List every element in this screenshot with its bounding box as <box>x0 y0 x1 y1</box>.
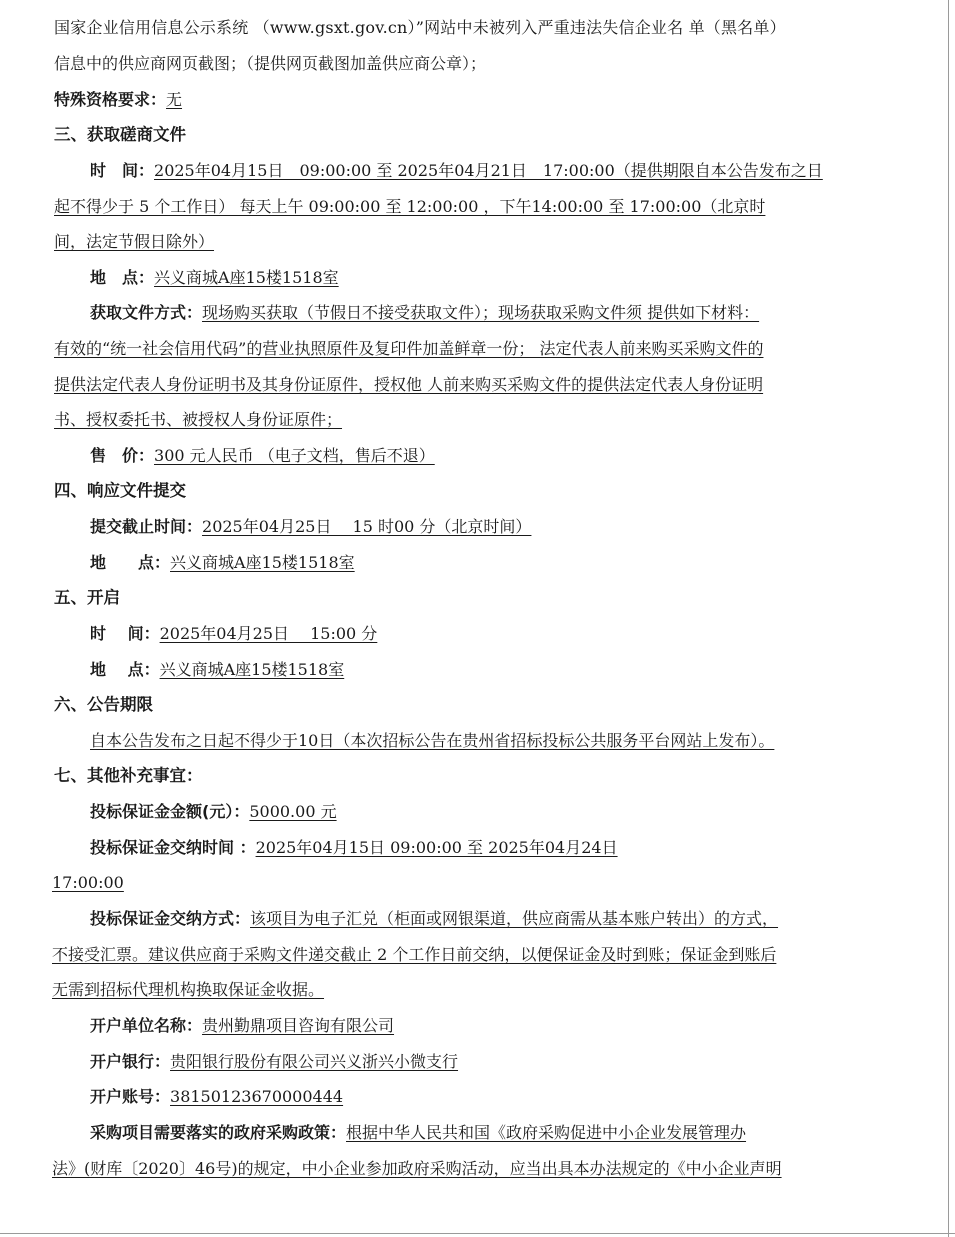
s7-deposit-amount <box>90 801 885 823</box>
s4-deadline-value: 2025年04月25日 15 时00 分（北京时间） <box>202 517 532 536</box>
s4-deadline-label: 提交截止时间： <box>90 517 203 536</box>
section-7-heading: 七、其他补充事宜： <box>54 766 203 785</box>
s3-price <box>90 445 885 467</box>
s7-policy-value-1: 根据中华人民共和国《政府采购促进中小企业发展管理办 <box>346 1123 747 1142</box>
s7-deposit-time <box>90 837 885 859</box>
s3-method-value-1: 现场购买获取（节假日不接受获取文件）；现场获取采购文件须 提供如下材料： <box>202 303 760 322</box>
intro-line-1: 国家企业信用信息公示系统 （www.gsxt.gov.cn）”网站中未被列入严重违法失信企业名 单（黑名单） <box>54 18 786 37</box>
s3-time-line-3: 间，法定节假日除外） <box>54 232 215 251</box>
page-edge-bottom <box>0 1233 955 1234</box>
s5-time <box>90 623 885 645</box>
s7-amount-value: 5000.00 元 <box>249 802 337 821</box>
s5-place-value: 兴义商城A座15楼1518室 <box>159 660 345 679</box>
s4-place-label: 地 点： <box>90 553 171 572</box>
s3-time-line-2: 起不得少于 5 个工作日） 每天上午 09:00:00 至 12:00:00 ，下午14:00:00 至 17:00:00（北京时 <box>54 197 766 216</box>
s7-policy-line-2: 法》(财库〔2020〕46号)的规定，中小企业参加政府采购活动，应当出具本办法规定的《中小企业声明 <box>52 1159 782 1178</box>
section-3-heading: 三、获取磋商文件 <box>54 125 186 144</box>
s7-policy-line-1 <box>90 1122 885 1144</box>
s7-account-no-label: 开户账号： <box>90 1087 171 1106</box>
s7-paytime-label: 投标保证金交纳时间 ： <box>90 838 256 857</box>
s7-account-number <box>90 1086 885 1108</box>
s7-deposit-method-line-1 <box>90 908 885 930</box>
s3-method-line-3: 提供法定代表人身份证明书及其身份证原件，授权他 人前来购买采购文件的提供法定代表人身份证明 <box>54 375 764 394</box>
s6-notice-period: 自本公告发布之日起不得少于10日（本次招标公告在贵州省招标投标公共服务平台网站上发布）。 <box>90 731 775 750</box>
s7-policy-label: 采购项目需要落实的政府采购政策： <box>90 1123 347 1142</box>
s7-bank-label: 开户银行： <box>90 1052 171 1071</box>
s3-time-label: 时 间： <box>90 161 155 180</box>
special-label: 特殊资格要求： <box>54 90 167 109</box>
s5-place-label: 地 点： <box>90 660 160 679</box>
s7-paytime-value: 2025年04月15日 09:00:00 至 2025年04月24日 <box>255 838 618 857</box>
s7-account-no-value: 38150123670000444 <box>170 1087 344 1106</box>
s3-method-line-4: 书、授权委托书、被授权人身份证原件； <box>54 410 343 429</box>
s7-deposit-time-end: 17:00:00 <box>52 873 124 892</box>
s4-place <box>90 552 885 574</box>
s3-place-value: 兴义商城A座15楼1518室 <box>154 268 339 287</box>
section-4-heading: 四、响应文件提交 <box>54 481 186 500</box>
s3-price-label: 售 价： <box>90 446 155 465</box>
s5-time-label: 时 间： <box>90 624 160 643</box>
intro-line-2: 信息中的供应商网页截图；（提供网页截图加盖供应商公章）； <box>54 54 487 73</box>
section-5-heading: 五、开启 <box>54 588 120 607</box>
s5-place <box>90 659 885 681</box>
s3-place <box>90 267 885 289</box>
s7-paymethod-label: 投标保证金交纳方式： <box>90 909 251 928</box>
s3-time-value-1: 2025年04月15日 09:00:00 至 2025年04月21日 17:00:00（提供期限自本公告发布之日 <box>154 161 823 180</box>
s3-time-line-1 <box>90 160 885 182</box>
s7-bank <box>90 1051 885 1073</box>
s7-bank-value: 贵阳银行股份有限公司兴义浙兴小微支行 <box>170 1052 459 1071</box>
s7-paymethod-value-1: 该项目为电子汇兑（柜面或网银渠道，供应商需从基本账户转出）的方式， <box>250 909 779 928</box>
s7-account-name-value: 贵州勤鼎项目咨询有限公司 <box>202 1016 395 1035</box>
s4-place-value: 兴义商城A座15楼1518室 <box>170 553 355 572</box>
s7-account-name-label: 开户单位名称： <box>90 1016 203 1035</box>
s3-method-line-2: 有效的“统一社会信用代码”的营业执照原件及复印件加盖鲜章一份； 法定代表人前来购买采购文件的 <box>54 339 764 358</box>
special-value: 无 <box>166 90 183 109</box>
s7-deposit-method-line-3: 无需到招标代理机构换取保证金收据。 <box>52 980 325 999</box>
s7-deposit-method-line-2: 不接受汇票。建议供应商于采购文件递交截止 2 个工作日前交纳，以便保证金及时到账；保证金到账后 <box>52 945 777 964</box>
s4-deadline <box>90 516 885 538</box>
page-edge-right <box>948 0 949 1237</box>
special-qualification <box>54 89 885 111</box>
s3-method-label: 获取文件方式： <box>90 303 203 322</box>
s3-place-label: 地 点： <box>90 268 155 287</box>
s3-price-value: 300 元人民币 （电子文档，售后不退） <box>154 446 435 465</box>
s7-amount-label: 投标保证金金额(元）： <box>90 802 250 821</box>
s3-method-line-1 <box>90 302 885 324</box>
s5-time-value: 2025年04月25日 15:00 分 <box>159 624 378 643</box>
section-6-heading: 六、公告期限 <box>54 695 153 714</box>
s7-account-name <box>90 1015 885 1037</box>
